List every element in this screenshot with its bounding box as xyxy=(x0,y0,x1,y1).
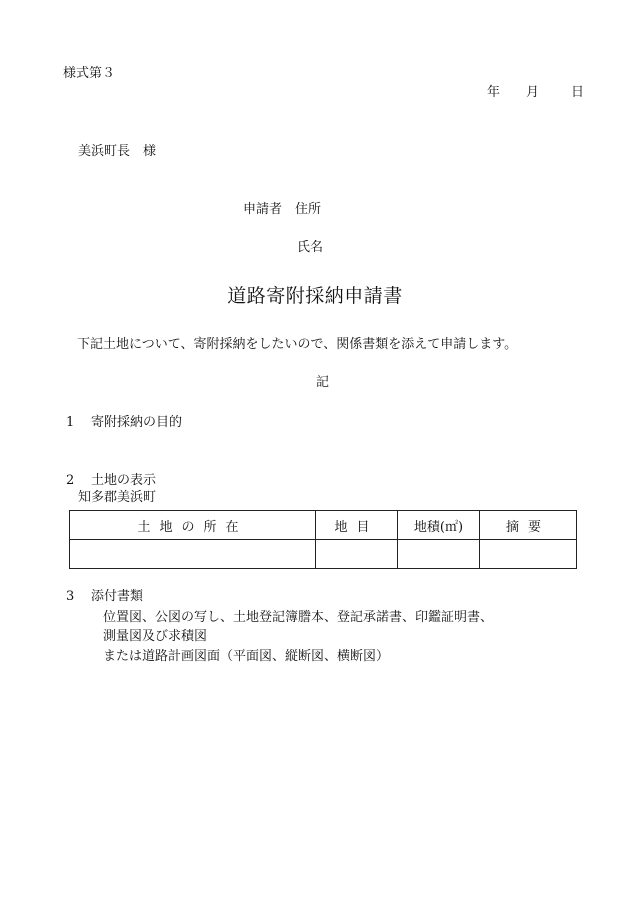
cell-land-category[interactable] xyxy=(316,540,398,569)
date-year: 年 xyxy=(487,85,501,100)
document-title: 道路寄附採納申請書 xyxy=(227,285,403,307)
cell-area[interactable] xyxy=(398,540,480,569)
land-table-header-row xyxy=(70,511,577,540)
attachment-item: 位置図、公図の写し、土地登記簿謄本、登記承諾書、印鑑証明書、 xyxy=(103,610,494,625)
header-location: 土地の所在 xyxy=(70,511,316,540)
date-month: 月 xyxy=(526,85,540,100)
section-3-number: 3 xyxy=(66,589,75,604)
section-1-title: 寄附採納の目的 xyxy=(91,415,183,430)
attachment-item: 測量図及び求積図 xyxy=(103,629,208,644)
cell-remarks[interactable] xyxy=(480,540,577,569)
form-number: 様式第３ xyxy=(63,66,116,81)
section-3-heading xyxy=(66,590,143,603)
attachment-item: または道路計画図面（平面図、縦断図、横断図） xyxy=(103,649,390,664)
date-day: 日 xyxy=(571,85,585,100)
section-2-number: 2 xyxy=(66,473,75,488)
section-1-heading xyxy=(66,416,182,429)
section-3-title: 添付書類 xyxy=(91,589,144,604)
applicant-address-label: 申請者 住所 xyxy=(243,202,322,217)
intro-text: 下記土地について、寄附採納をしたいので、関係書類を添えて申請します。 xyxy=(77,337,518,352)
land-table xyxy=(69,510,577,569)
cell-location[interactable] xyxy=(70,540,316,569)
header-land-category: 地目 xyxy=(316,511,398,540)
section-1-number: 1 xyxy=(66,415,75,430)
table-row xyxy=(70,540,577,569)
locality: 知多郡美浜町 xyxy=(78,490,157,505)
header-remarks: 摘要 xyxy=(480,511,577,540)
addressee: 美浜町長 様 xyxy=(78,144,157,159)
ki-heading: 記 xyxy=(316,375,330,390)
header-area: 地積(㎡) xyxy=(398,511,480,540)
date-line xyxy=(487,86,584,99)
section-2-title: 土地の表示 xyxy=(91,473,157,488)
applicant-name-label: 氏名 xyxy=(297,240,324,255)
section-2-heading xyxy=(66,474,156,487)
